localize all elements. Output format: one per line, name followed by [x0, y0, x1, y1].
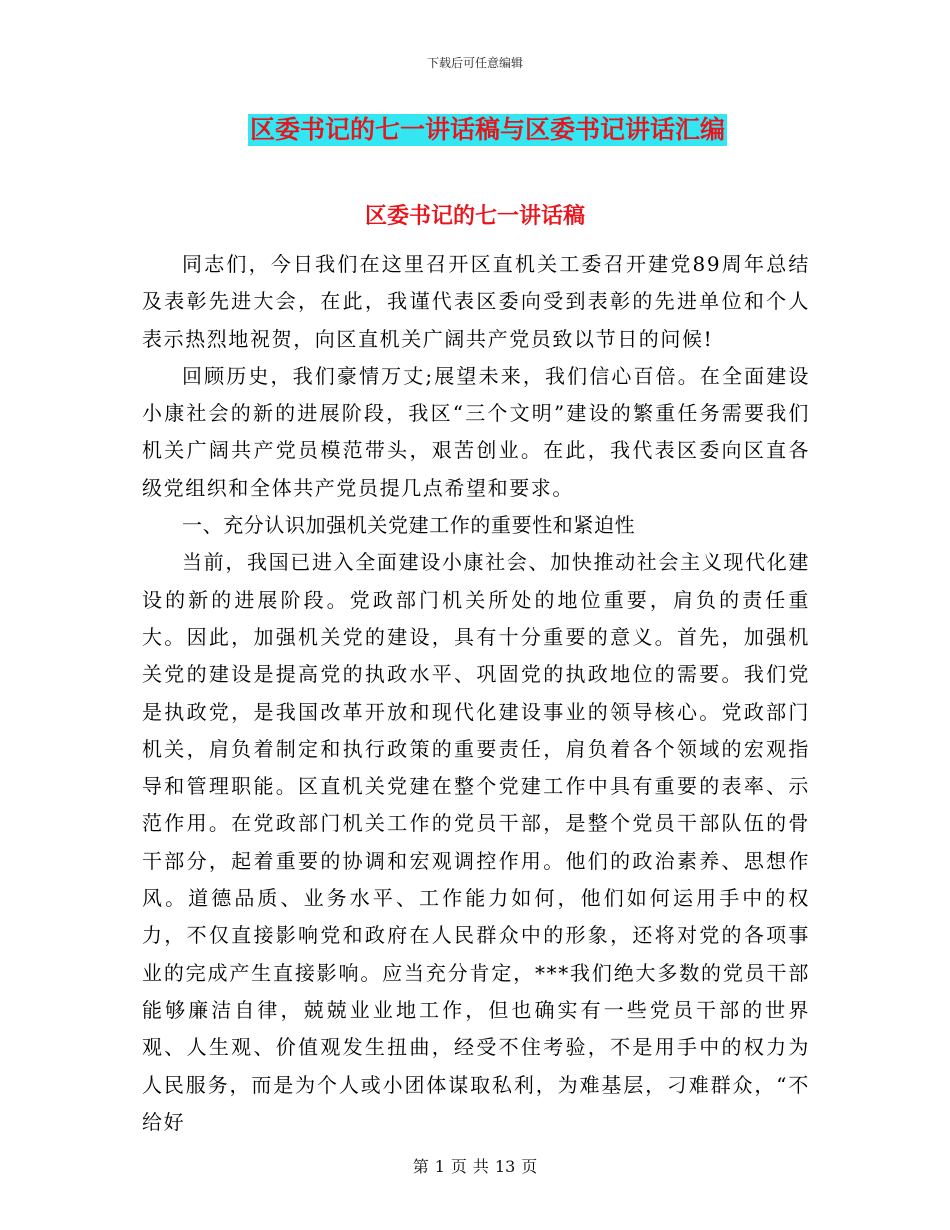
footer-prefix: 第 [412, 1157, 429, 1176]
footer-suffix: 页 [521, 1157, 538, 1176]
paragraph-review: 回顾历史，我们豪情万丈;展望未来，我们信心百倍。在全面建设小康社会的新的进展阶段，我区“三个文明”建设的繁重任务需要我们机关广阔共产党员模范带头，艰苦创业。在此，我代表区委向区直各级党组织和全体共产党员提几点希望和要求。 [142, 363, 810, 500]
page-footer [0, 1154, 950, 1177]
paragraph-heading-one: 一、充分认识加强机关党建工作的重要性和紧迫性 [182, 513, 636, 538]
paragraph-current: 当前，我国已进入全面建设小康社会、加快推动社会主义现代化建设的新的进展阶段。党政部门机关所处的地位重要，肩负的责任重大。因此，加强机关党的建设，具有十分重要的意义。首先，加强机关党的建设是提高党的执政水平、巩固党的执政地位的需要。我们党是执政党，是我国改革开放和现代化建设事业的领导核心。党政部门机关，肩负着制定和执行政策的重要责任，肩负着各个领域的宏观指导和管理职能。区直机关党建在整个党建工作中具有重要的表率、示范作用。在党政部门机关工作的党员干部，是整个党员干部队伍的骨干部分，起着重要的协调和宏观调控作用。他们的政治素养、思想作风。道德品质、业务水平、工作能力如何，他们如何运用手中的权力，不仅直接影响党和政府在人民群众中的形象，还将对党的各项事业的完成产生直接影响。应当充分肯定，***我们绝大多数的党员干部能够廉洁自律，兢兢业业地工作，但也确实有一些党员干部的世界观、人生观、价值观发生扭曲，经受不住考验，不是用手中的权力为人民服务，而是为个人或小团体谋取私利，为难基层，刁难群众，“不给好 [142, 550, 810, 1134]
header-note: 下载后可任意编辑 [426, 56, 523, 70]
footer-page-number: 1 [434, 1157, 445, 1176]
body-text [142, 246, 810, 1141]
document-main-title: 区委书记的七一讲话稿与区委书记讲话汇编 [250, 115, 726, 144]
footer-total-pages: 13 [494, 1157, 516, 1176]
footer-total-word: 共 [472, 1157, 489, 1176]
footer-page-word: 页 [450, 1157, 467, 1176]
paragraph-greeting: 同志们，今日我们在这里召开区直机关工委召开建党89周年总结及表彰先进大会，在此，我谨代表区委向受到表彰的先进单位和个人表示热烈地祝贺，向区直机关广阔共产党员致以节日的问候! [142, 252, 810, 351]
section-title: 区委书记的七一讲话稿 [364, 203, 585, 229]
